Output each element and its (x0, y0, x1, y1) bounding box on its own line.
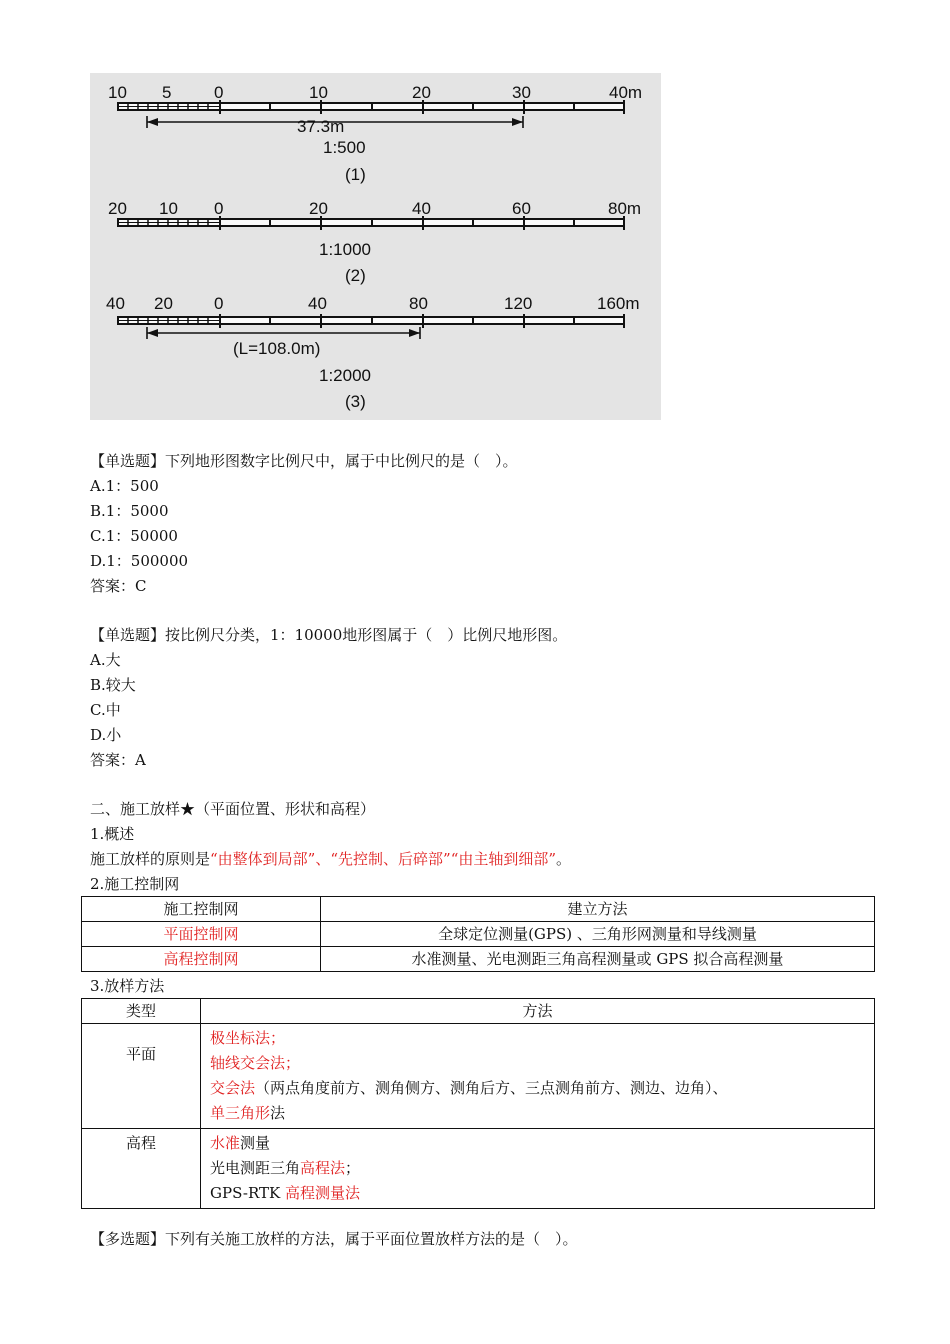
scale3-tick-4: 80 (409, 294, 428, 313)
scale2-tick-5: 60 (512, 199, 531, 218)
scale1-measure: 37.3m (297, 117, 345, 136)
q1-answer: 答案：C (90, 577, 147, 595)
height-method-red: 高程测量法 (284, 1184, 360, 1202)
principle-line (90, 847, 571, 872)
plane-method-red: 极坐标法； (210, 1029, 286, 1047)
scale1-tick-5: 30 (512, 83, 531, 102)
table2-header-0: 类型 (82, 999, 201, 1024)
scale3-tick-5: 120 (504, 294, 533, 313)
plane-method-line (210, 1026, 870, 1051)
q1-option-d: D.1：500000 (90, 552, 189, 570)
section-sub1: 1.概述 (90, 825, 135, 843)
plane-method-red: 轴线交会法； (210, 1054, 301, 1072)
plane-method-line (210, 1051, 870, 1076)
scale-bar-diagram (90, 73, 661, 420)
scale3-tick-2: 0 (214, 294, 224, 313)
table2-header-1: 方法 (201, 999, 875, 1024)
q3-stem: 【多选题】下列有关施工放样的方法，属于平面位置放样方法的是（ ）。 (90, 1230, 578, 1248)
scale1-tick-6: 40m (609, 83, 643, 102)
scale2-tick-0: 20 (108, 199, 127, 218)
height-method-line (210, 1181, 870, 1206)
scale3-tick-6: 160m (597, 294, 640, 313)
scale-bar-3 (118, 314, 624, 339)
q2-option-d: D.小 (90, 726, 122, 744)
plane-label: 平面 (82, 1024, 201, 1129)
plane-method-black: 法 (270, 1104, 286, 1122)
table-row (82, 897, 875, 922)
principle-red: “由整体到局部”、“先控制、后碎部”“由主轴到细部” (210, 850, 557, 868)
scale2-tick-2: 0 (214, 199, 224, 218)
table1-cell-1-1: 水准测量、光电测距三角高程测量或 GPS 拟合高程测量 (321, 947, 875, 972)
scale2-tick-1: 10 (159, 199, 178, 218)
scale2-tick-3: 20 (309, 199, 328, 218)
q1-stem: 【单选题】下列地形图数字比例尺中，属于中比例尺的是（ ）。 (90, 452, 518, 470)
table1-header-0: 施工控制网 (82, 897, 321, 922)
scale3-ratio: 1:2000 (319, 366, 371, 385)
setting-out-method-table (81, 998, 875, 1209)
height-method-red: 水准 (210, 1134, 241, 1152)
principle-prefix: 施工放样的原则是 (90, 850, 211, 868)
table-row (82, 1129, 875, 1209)
table-row (82, 1024, 875, 1129)
scale-bar-1 (118, 100, 624, 128)
plane-method-black: （两点角度前方、测角侧方、测角后方、三点测角前方、测边、边角）、 (255, 1079, 728, 1097)
scale2-tick-6: 80m (608, 199, 642, 218)
table1-cell-0-0: 平面控制网 (82, 922, 321, 947)
scale3-tick-1: 20 (154, 294, 173, 313)
scale-bar-figure (90, 73, 661, 420)
table-row (82, 947, 875, 972)
scale1-ratio: 1:500 (323, 138, 366, 157)
table1-header-1: 建立方法 (321, 897, 875, 922)
height-label: 高程 (82, 1129, 201, 1209)
scale3-tick-0: 40 (106, 294, 125, 313)
q2-option-b: B.较大 (90, 676, 136, 694)
scale2-number: (2) (345, 266, 366, 285)
q2-answer: 答案：A (90, 751, 146, 769)
plane-method-red: 单三角形 (210, 1104, 271, 1122)
table-row (82, 922, 875, 947)
plane-methods (201, 1024, 875, 1129)
height-method-line (210, 1131, 870, 1156)
plane-method-red: 交会法 (210, 1079, 256, 1097)
plane-method-line (210, 1076, 870, 1101)
scale1-tick-4: 20 (412, 83, 431, 102)
table1-cell-1-0: 高程控制网 (82, 947, 321, 972)
scale1-number: (1) (345, 165, 366, 184)
height-method-line (210, 1156, 870, 1181)
q2-option-a: A.大 (90, 651, 121, 669)
scale-bar-2 (118, 216, 624, 230)
q2-stem: 【单选题】按比例尺分类，1：10000地形图属于（ ）比例尺地形图。 (90, 626, 568, 644)
scale2-tick-4: 40 (412, 199, 431, 218)
q1-option-b: B.1：5000 (90, 502, 169, 520)
scale1-tick-2: 0 (214, 83, 224, 102)
height-method-pre: GPS-RTK (210, 1184, 285, 1202)
height-methods (201, 1129, 875, 1209)
q2-option-c: C.中 (90, 701, 121, 719)
scale1-tick-1: 5 (162, 83, 172, 102)
control-network-table (81, 896, 875, 972)
height-method-post: ； (345, 1159, 361, 1177)
height-method-post: 测量 (240, 1134, 271, 1152)
scale1-tick-0: 10 (108, 83, 127, 102)
section-heading: 二、施工放样★（平面位置、形状和高程） (90, 800, 376, 818)
scale2-ratio: 1:1000 (319, 240, 371, 259)
section-sub2: 2.施工控制网 (90, 875, 180, 893)
q1-option-c: C.1：50000 (90, 527, 178, 545)
scale1-tick-3: 10 (309, 83, 328, 102)
table-row (82, 999, 875, 1024)
plane-method-line (210, 1101, 870, 1126)
height-method-red: 高程法 (300, 1159, 346, 1177)
principle-suffix: 。 (556, 850, 572, 868)
scale3-number: (3) (345, 392, 366, 411)
scale3-tick-3: 40 (308, 294, 327, 313)
q1-option-a: A.1：500 (90, 477, 159, 495)
table1-cell-0-1: 全球定位测量(GPS) 、三角形网测量和导线测量 (321, 922, 875, 947)
scale3-measure: (L=108.0m) (233, 339, 321, 358)
height-method-pre: 光电测距三角 (210, 1159, 301, 1177)
section-sub3: 3.放样方法 (90, 977, 165, 995)
